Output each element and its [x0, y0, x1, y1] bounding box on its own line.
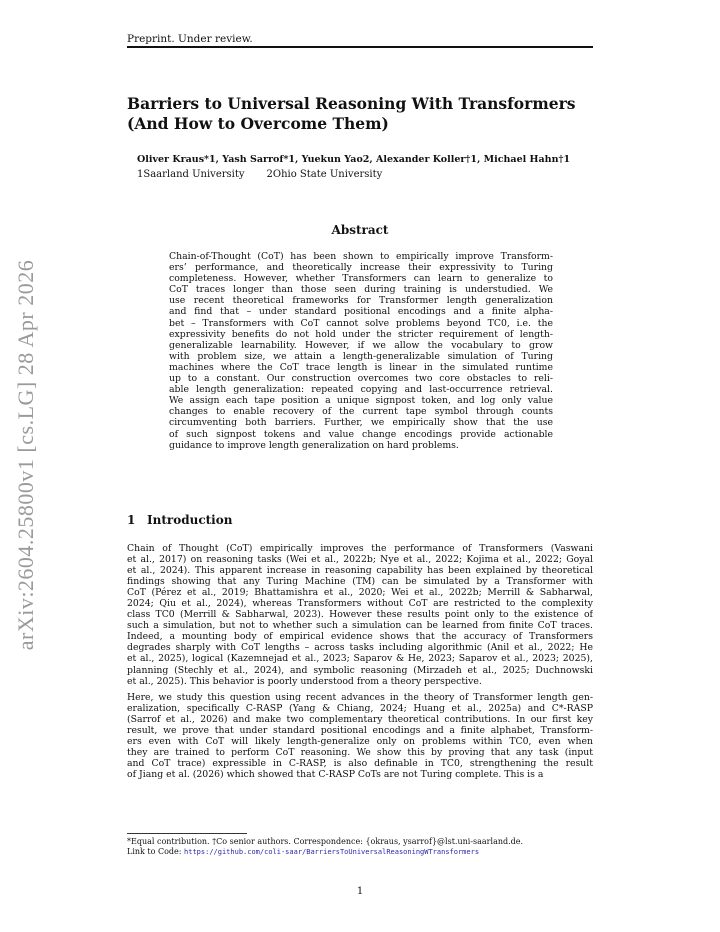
text-line: able length generalization: repeated copying and last-occurrence retrieval.	[169, 384, 553, 396]
introduction-body	[127, 543, 593, 780]
paragraph	[127, 543, 593, 687]
text-line: of Jiang et al. (2026) which showed that C-RASP CoTs are not Turing complete. This is a	[127, 768, 544, 780]
footnote	[127, 837, 593, 857]
paper-title	[127, 94, 593, 134]
text-line: ers even with CoT will likely length-generalize only on problems within TC0, even when	[127, 735, 593, 747]
abstract-heading: Abstract	[331, 223, 389, 237]
text-line: Indeed, a mounting body of empirical evidence shows that the accuracy of Transformers	[127, 631, 593, 643]
text-line: ers’ performance, and theoretically increase their expressivity to Turing	[169, 262, 553, 274]
text-line: Chain-of-Thought (CoT) has been shown to empirically improve Transform-	[169, 251, 553, 262]
abstract-body	[169, 251, 553, 451]
text-line: they are trained to perform CoT reasoning. We show this by proving that any task (input	[127, 746, 593, 758]
text-line: We assign each tape position a unique signpost token, and log only value	[169, 395, 553, 407]
arxiv-identifier-stamp: arXiv:2604.25800v1 [cs.LG] 28 Apr 2026	[13, 259, 38, 651]
text-line: (Sarrof et al., 2026) and make two complementary theoretical contributions. In our first key	[127, 713, 593, 725]
text-line: class TC0 (Merrill & Sabharwal, 2023). However these results point only to the existence of	[127, 609, 593, 621]
text-line: planning (Stechly et al., 2024), and symbolic reasoning (Mirzadeh et al., 2025; Duchnowski	[127, 664, 593, 676]
section-number: 1	[127, 513, 136, 527]
text-line: such a simulation, but not to whether such a simulation can be learned from finite CoT traces.	[127, 620, 593, 632]
text-line: generalizable learnability. However, if we allow the vocabulary to grow	[169, 339, 553, 351]
text-line: Chain of Thought (CoT) empirically improves the performance of Transformers (Vaswani	[127, 543, 593, 554]
text-line: and CoT trace) expressible in C-RASP, is also definable in TC0, strengthening the result	[127, 757, 593, 769]
affiliation: 2Ohio State University	[266, 169, 383, 180]
code-link-label: Link to Code:	[127, 847, 182, 856]
text-line: of such signpost tokens and value change encodings provide actionable	[169, 428, 553, 440]
text-line: et al., 2017) on reasoning tasks (Wei et al., 2022b; Nye et al., 2022; Kojima et al., 2022; Goyal	[127, 554, 593, 566]
footnote-rule	[127, 833, 247, 834]
header-rule	[127, 46, 593, 48]
page-number: 1	[356, 886, 364, 897]
text-line: 2024; Qiu et al., 2024), whereas Transformers without CoT are restricted to the complexity	[127, 598, 593, 610]
affiliations	[137, 169, 382, 180]
text-line: machines where the CoT trace length is linear in the simulated runtime	[169, 361, 553, 373]
text-line: CoT (Pérez et al., 2019; Bhattamishra et al., 2020; Wei et al., 2022b; Merrill & Sabharwal,	[127, 587, 593, 599]
text-line: expressivity benefits do not hold under the stricter requirement of length-	[169, 328, 553, 340]
running-header: Preprint. Under review.	[127, 33, 253, 45]
text-line: Here, we study this question using recent advances in the theory of Transformer length gen-	[127, 691, 593, 703]
paragraph	[127, 692, 593, 780]
author-list: Oliver Kraus*1, Yash Sarrof*1, Yuekun Yao2, Alexander Koller†1, Michael Hahn†1	[137, 154, 571, 165]
text-line: findings showing that any Turing Machine (TM) can be simulated by a Transformer with	[127, 576, 593, 588]
section-heading	[127, 513, 232, 527]
text-line: guidance to improve length generalization on hard problems.	[169, 439, 459, 451]
text-line: and find that – under standard positional encodings and a finite alpha-	[169, 306, 553, 318]
section-title: Introduction	[147, 513, 233, 527]
text-line: CoT traces longer than those seen during training is understudied. We	[169, 284, 553, 296]
text-line: result, we prove that under standard positional encodings and a finite alphabet, Transform-	[127, 724, 593, 736]
text-line: with problem size, we attain a length-generalizable simulation of Turing	[169, 350, 553, 362]
text-line: circumventing both barriers. Further, we empirically show that the use	[169, 417, 553, 429]
footnote-line: *Equal contribution. †Co senior authors. Correspondence: {okraus, ysarrof}@lst.uni-saarland.de.	[127, 837, 524, 846]
text-line: completeness. However, whether Transformers can learn to generalize to	[169, 273, 553, 285]
title-line: Barriers to Universal Reasoning With Transformers	[127, 94, 576, 113]
text-line: et al., 2025), logical (Kazemnejad et al., 2023; Saparov & He, 2023; Saparov et al., 2023; 2025),	[127, 653, 593, 665]
text-line: up to a constant. Our construction overcomes two core obstacles to reli-	[169, 373, 553, 385]
text-line: use recent theoretical frameworks for Transformer length generalization	[169, 295, 553, 307]
text-line: eralization, specifically C-RASP (Yang & Chiang, 2024; Huang et al., 2025a) and C*-RASP	[127, 702, 593, 714]
affiliation: 1Saarland University	[137, 169, 245, 180]
footnote-line	[127, 847, 593, 857]
title-line: (And How to Overcome Them)	[127, 114, 389, 133]
text-line: et al., 2024). This apparent increase in reasoning capability has been explained by theoretical	[127, 565, 593, 577]
code-link[interactable]: https://github.com/coli-saar/BarriersToUniversalReasoningWTransformers	[184, 848, 480, 856]
text-line: degrades sharply with CoT lengths – across tasks including algorithmic (Anil et al., 2022; He	[127, 642, 593, 654]
text-line: changes to enable recovery of the current tape symbol through counts	[169, 406, 553, 418]
text-line: et al., 2025). This behavior is poorly understood from a theory perspective.	[127, 675, 482, 687]
text-line: bet – Transformers with CoT cannot solve problems beyond TC0, i.e. the	[169, 317, 553, 329]
